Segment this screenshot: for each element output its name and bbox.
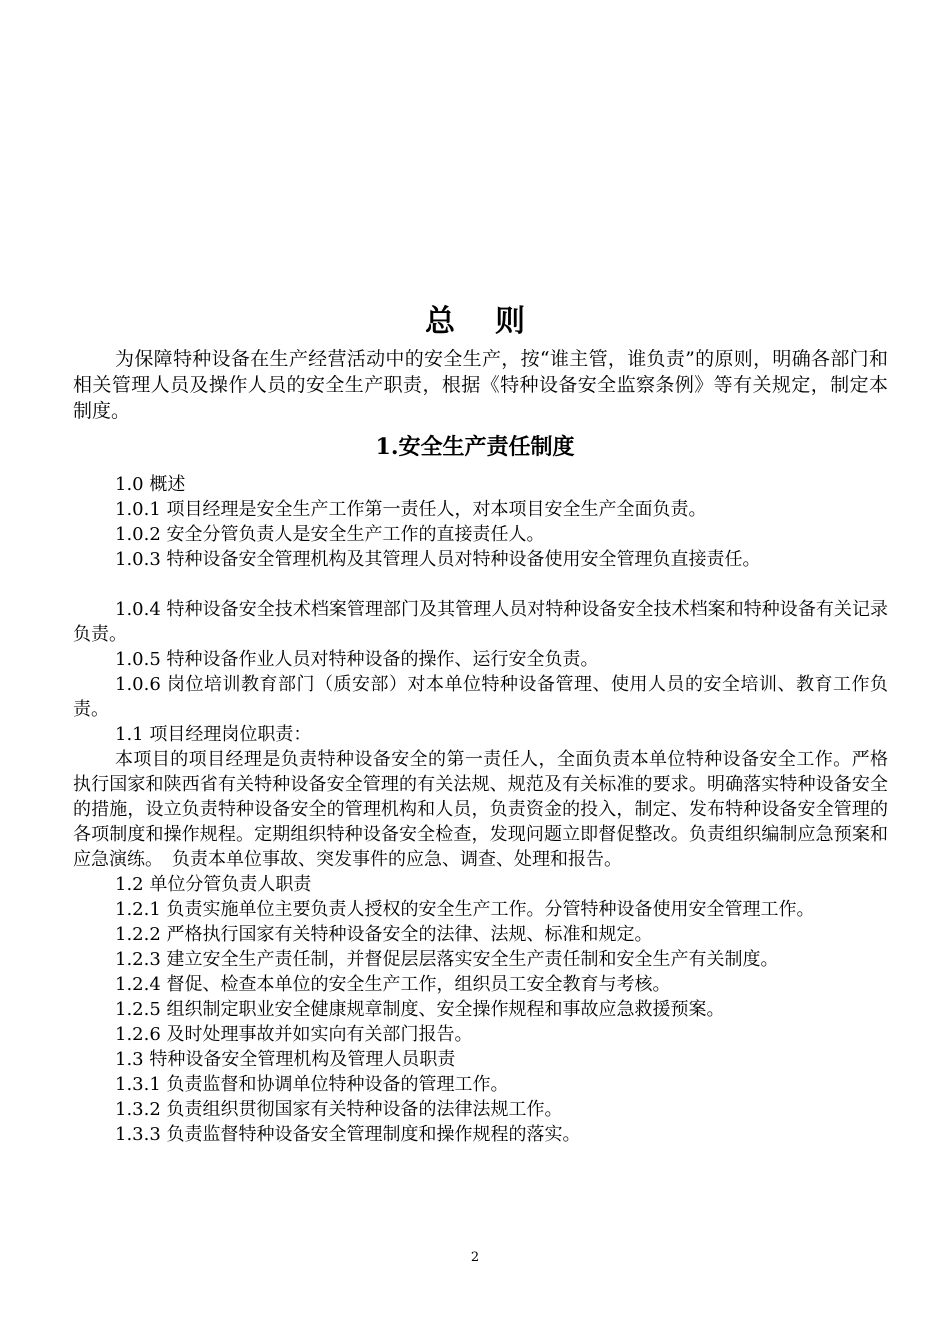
- body-text: [73, 472, 888, 1147]
- main-title: 总则: [425, 304, 565, 339]
- paragraph: 1.0.5 特种设备作业人员对特种设备的操作、运行安全负责。: [115, 649, 599, 670]
- page-number: 2: [470, 1250, 480, 1265]
- paragraph: 1.0.1 项目经理是安全生产工作第一责任人，对本项目安全生产全面负责。: [115, 499, 707, 520]
- paragraph: 1.2.6 及时处理事故并如实向有关部门报告。: [115, 1024, 473, 1045]
- paragraph: 1.0.3 特种设备安全管理机构及其管理人员对特种设备使用安全管理负直接责任。: [115, 549, 761, 570]
- paragraph: 1.0.2 安全分管负责人是安全生产工作的直接责任人。: [115, 524, 545, 545]
- paragraph: 1.0.4 特种设备安全技术档案管理部门及其管理人员对特种设备安全技术档案和特种设备有关记录负责。: [73, 599, 888, 645]
- paragraph: 1.0.6 岗位培训教育部门（质安部）对本单位特种设备管理、使用人员的安全培训、教育工作负责。: [73, 674, 888, 720]
- paragraph-heading: 1.2 单位分管负责人职责: [115, 874, 312, 895]
- paragraph: 本项目的项目经理是负责特种设备安全的第一责任人，全面负责本单位特种设备安全工作。严格执行国家和陕西省有关特种设备安全管理的有关法规、规范及有关标准的要求。明确落实特种设备安全的措施，设立负责特种设备安全的管理机构和人员，负责资金的投入，制定、发布特种设备安全管理的各项制度和操作规程。定期组织特种设备安全检查，发现问题立即督促整改。负责组织编制应急预案和应急演练。 负责本单位事故、突发事件的应急、调查、处理和报告。: [73, 749, 888, 870]
- paragraph-overview: 1.0 概述: [115, 474, 186, 495]
- paragraph: 1.3.1 负责监督和协调单位特种设备的管理工作。: [115, 1074, 509, 1095]
- paragraph: 1.2.5 组织制定职业安全健康规章制度、安全操作规程和事故应急救援预案。: [115, 999, 725, 1020]
- paragraph: 1.3.2 负责组织贯彻国家有关特种设备的法律法规工作。: [115, 1099, 563, 1120]
- paragraph: 1.2.2 严格执行国家有关特种设备安全的法律、法规、标准和规定。: [115, 924, 653, 945]
- intro-paragraph: 为保障特种设备在生产经营活动中的安全生产，按“谁主管，谁负责”的原则，明确各部门和相关管理人员及操作人员的安全生产职责，根据《特种设备安全监察条例》等有关规定，制定本制度。: [73, 348, 888, 422]
- paragraph: 1.2.3 建立安全生产责任制，并督促层层落实安全生产责任制和安全生产有关制度。: [115, 949, 779, 970]
- paragraph-heading: 1.3 特种设备安全管理机构及管理人员职责: [115, 1049, 456, 1070]
- paragraph: 1.2.1 负责实施单位主要负责人授权的安全生产工作。分管特种设备使用安全管理工作。: [115, 899, 815, 920]
- section-title: 1.安全生产责任制度: [375, 434, 575, 460]
- paragraph: 1.3.3 负责监督特种设备安全管理制度和操作规程的落实。: [115, 1124, 581, 1145]
- paragraph-heading: 1.1 项目经理岗位职责：: [115, 724, 312, 745]
- paragraph: 1.2.4 督促、检查本单位的安全生产工作，组织员工安全教育与考核。: [115, 974, 671, 995]
